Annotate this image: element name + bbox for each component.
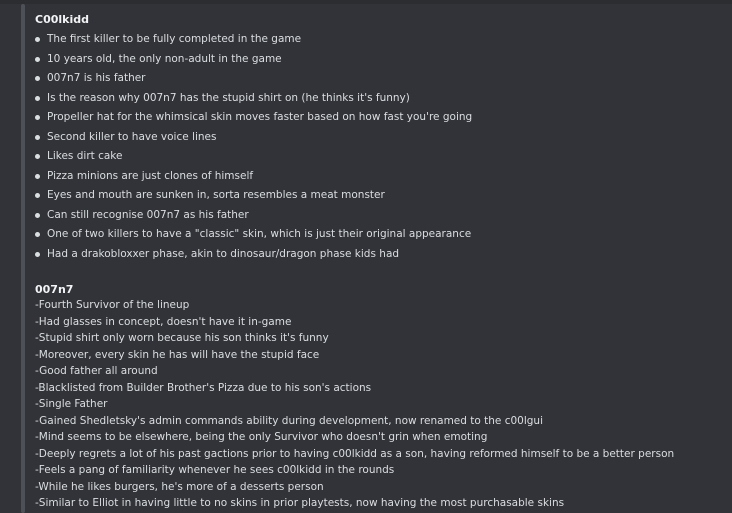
list-item-text: Likes dirt cake xyxy=(47,150,123,162)
list-item: -While he likes burgers, he's more of a desserts person xyxy=(35,480,324,493)
list-item xyxy=(35,147,472,167)
list-item xyxy=(35,225,472,245)
list-item-text: Eyes and mouth are sunken in, sorta resembles a meat monster xyxy=(47,189,385,201)
list-item xyxy=(35,206,472,226)
list-item-text: Pizza minions are just clones of himself xyxy=(47,169,254,182)
list-item xyxy=(35,245,472,265)
bullet-dot-icon xyxy=(35,174,40,179)
coolkidd-heading: C00lkidd xyxy=(35,13,89,26)
quote-bar xyxy=(21,4,25,513)
top-divider xyxy=(0,0,732,4)
list-item: -Mind seems to be elsewhere, being the only Survivor who doesn't grin when emoting xyxy=(35,431,488,443)
list-item-text: Had a drakobloxxer phase, akin to dinosaur/dragon phase kids had xyxy=(47,247,400,260)
coolkidd-bullet-list xyxy=(35,30,472,264)
list-item: -Feels a pang of familiarity whenever he sees c00lkidd in the rounds xyxy=(35,464,395,476)
list-item xyxy=(35,167,472,187)
list-item-text: One of two killers to have a "classic" skin, which is just their original appearance xyxy=(47,228,472,240)
list-item: -Single Father xyxy=(35,398,108,410)
bullet-dot-icon xyxy=(35,154,40,159)
list-item-text: The first killer to be fully completed in the game xyxy=(47,33,302,45)
bullet-dot-icon xyxy=(35,57,40,62)
list-item: -Gained Shedletsky's admin commands ability during development, now renamed to the c00lgui xyxy=(35,414,543,427)
bullet-dot-icon xyxy=(35,135,40,140)
list-item xyxy=(35,186,472,206)
list-item xyxy=(35,108,472,128)
bullet-dot-icon xyxy=(35,213,40,218)
list-item xyxy=(35,30,472,50)
list-item: -Had glasses in concept, doesn't have it in-game xyxy=(35,315,292,328)
list-item: -Stupid shirt only worn because his son thinks it's funny xyxy=(35,332,329,344)
007n7-heading: 007n7 xyxy=(35,283,74,296)
bullet-dot-icon xyxy=(35,193,40,198)
list-item-text: Propeller hat for the whimsical skin moves faster based on how fast you're going xyxy=(47,111,473,123)
007n7-dash-list xyxy=(35,297,674,512)
bullet-dot-icon xyxy=(35,96,40,101)
list-item-text: 10 years old, the only non-adult in the game xyxy=(47,52,282,65)
bullet-dot-icon xyxy=(35,252,40,257)
bullet-dot-icon xyxy=(35,37,40,42)
list-item xyxy=(35,89,472,109)
list-item: -Good father all around xyxy=(35,365,158,377)
list-item-text: 007n7 is his father xyxy=(47,72,146,84)
list-item-text: Can still recognise 007n7 as his father xyxy=(47,208,249,221)
list-item xyxy=(35,69,472,89)
list-item xyxy=(35,128,472,148)
list-item xyxy=(35,50,472,70)
list-item: -Fourth Survivor of the lineup xyxy=(35,299,190,311)
list-item-text: Is the reason why 007n7 has the stupid shirt on (he thinks it's funny) xyxy=(47,91,410,104)
list-item: -Deeply regrets a lot of his past gactions prior to having c00lkidd as a son, having reformed himself to be a better person xyxy=(35,447,675,460)
list-item-text: Second killer to have voice lines xyxy=(47,130,217,143)
bullet-dot-icon xyxy=(35,115,40,120)
bullet-dot-icon xyxy=(35,76,40,81)
list-item: -Similar to Elliot in having little to no skins in prior playtests, now having the most purchasable skins xyxy=(35,497,565,509)
list-item: -Blacklisted from Builder Brother's Pizza due to his son's actions xyxy=(35,381,372,394)
list-item: -Moreover, every skin he has will have the stupid face xyxy=(35,348,320,361)
bullet-dot-icon xyxy=(35,232,40,237)
